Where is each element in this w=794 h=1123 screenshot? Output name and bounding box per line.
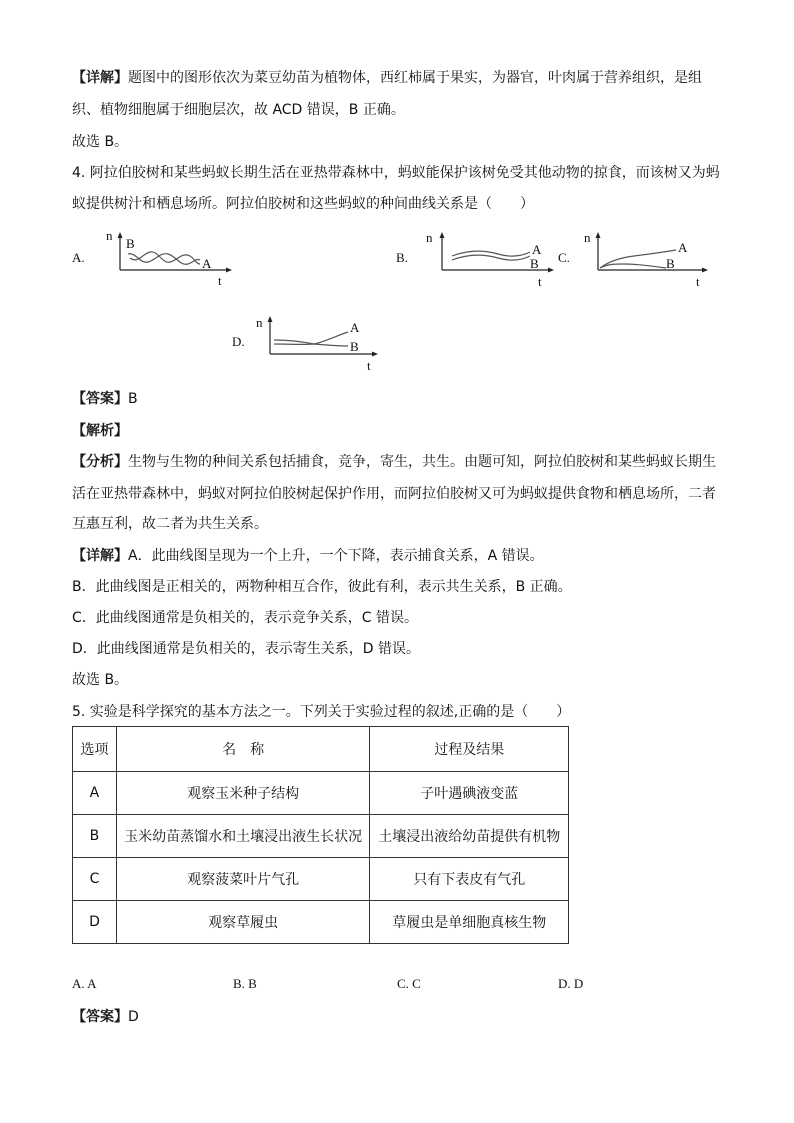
curve-label: A (678, 240, 688, 255)
q4-analysis-tag: 【解析】 (72, 423, 128, 439)
curve-label: A (350, 320, 360, 335)
q5-answer: 【答案】D (72, 1009, 139, 1025)
q4-conclusion: 故选 B。 (72, 672, 129, 688)
table-header-row (73, 727, 569, 772)
table-cell: C (73, 858, 117, 901)
q4-detail-a: 【详解】A．此曲线图呈现为一个上升，一个下降，表示捕食关系，A 错误。 (72, 548, 544, 564)
q4-stem-line2: 蚁提供树汁和栖息场所。阿拉伯胶树和这些蚂蚁的种间曲线关系是（ ） (72, 196, 534, 212)
header-cell: 名 称 (116, 727, 369, 772)
q4-analysis-line1: 【分析】生物与生物的种间关系包括捕食，竞争，寄生，共生。由题可知，阿拉伯胶树和某些蚂蚁长期生 (72, 454, 716, 470)
q4-option-b-label: B. (396, 250, 408, 265)
table-cell: 土壤浸出液给幼苗提供有机物 (370, 815, 569, 858)
table-cell: 观察菠菜叶片气孔 (116, 858, 369, 901)
x-axis-label: t (696, 274, 700, 289)
q5-choice-c: C. C (397, 976, 421, 991)
x-axis-label: t (218, 273, 222, 288)
q3-detail-line1: 【详解】题图中的图形依次为菜豆幼苗为植物体，西红柿属于果实，为器官，叶肉属于营养组织，是组 (72, 70, 702, 86)
x-axis-label: t (538, 274, 542, 289)
y-axis-label: n (426, 230, 433, 245)
q4-option-d-graph (250, 314, 390, 374)
y-axis-label: n (584, 230, 591, 245)
q4-option-d-label: D. (232, 334, 245, 349)
q4-answer: 【答案】B (72, 391, 138, 407)
q4-option-a-graph (100, 228, 240, 290)
table-row (73, 772, 569, 815)
x-axis-label: t (367, 358, 371, 373)
q4-detail-c: C．此曲线图通常是负相关的，表示竞争关系，C 错误。 (72, 610, 418, 626)
table-cell: 观察玉米种子结构 (116, 772, 369, 815)
q4-analysis-line2: 活在亚热带森林中，蚂蚁对阿拉伯胶树起保护作用，而阿拉伯胶树又可为蚂蚁提供食物和栖息场所，二者 (72, 486, 716, 502)
curve-label: A (532, 242, 542, 257)
q3-conclusion: 故选 B。 (72, 134, 129, 150)
header-cell: 选项 (73, 727, 117, 772)
q4-analysis-line3: 互惠互利，故二者为共生关系。 (72, 516, 268, 532)
table-row (73, 815, 569, 858)
q5-stem: 5. 实验是科学探究的基本方法之一。下列关于实验过程的叙述,正确的是（ ） (72, 704, 571, 720)
table-cell: 观察草履虫 (116, 901, 369, 944)
q5-choice-b: B. B (233, 976, 257, 991)
detail-tag: 【详解】 (72, 70, 128, 86)
table-cell: B (73, 815, 117, 858)
table-cell: 子叶遇碘液变蓝 (370, 772, 569, 815)
q4-option-a-label: A. (72, 250, 85, 265)
header-cell: 过程及结果 (370, 727, 569, 772)
table-row (73, 901, 569, 944)
y-axis-label: n (256, 315, 263, 330)
q3-detail-line2: 织、植物细胞属于细胞层次，故 ACD 错误，B 正确。 (72, 102, 405, 118)
q4-option-c-graph (578, 228, 718, 290)
q4-detail-d: D．此曲线图通常是负相关的，表示寄生关系，D 错误。 (72, 641, 421, 657)
curve-label: B (350, 339, 359, 354)
table-cell: A (73, 772, 117, 815)
table-cell: 玉米幼苗蒸馏水和土壤浸出液生长状况 (116, 815, 369, 858)
q4-option-c-label: C. (558, 250, 570, 265)
table-row (73, 858, 569, 901)
table-cell: D (73, 901, 117, 944)
curve-label: B (530, 256, 539, 271)
curve-label: A (202, 256, 212, 271)
table-cell: 草履虫是单细胞真核生物 (370, 901, 569, 944)
table-cell: 只有下表皮有气孔 (370, 858, 569, 901)
y-axis-label: n (106, 228, 113, 243)
q5-choice-d: D. D (558, 976, 584, 991)
curve-label: B (126, 236, 135, 251)
q4-option-b-graph (422, 228, 562, 290)
curve-label: B (666, 256, 675, 271)
q4-stem-line1: 4. 阿拉伯胶树和某些蚂蚁长期生活在亚热带森林中，蚂蚁能保护该树免受其他动物的掠食，而该树又为蚂 (72, 165, 720, 181)
q4-detail-b: B．此曲线图是正相关的，两物种相互合作，彼此有利，表示共生关系，B 正确。 (72, 579, 572, 595)
q5-table (72, 726, 569, 944)
q5-choice-a: A. A (72, 976, 97, 991)
